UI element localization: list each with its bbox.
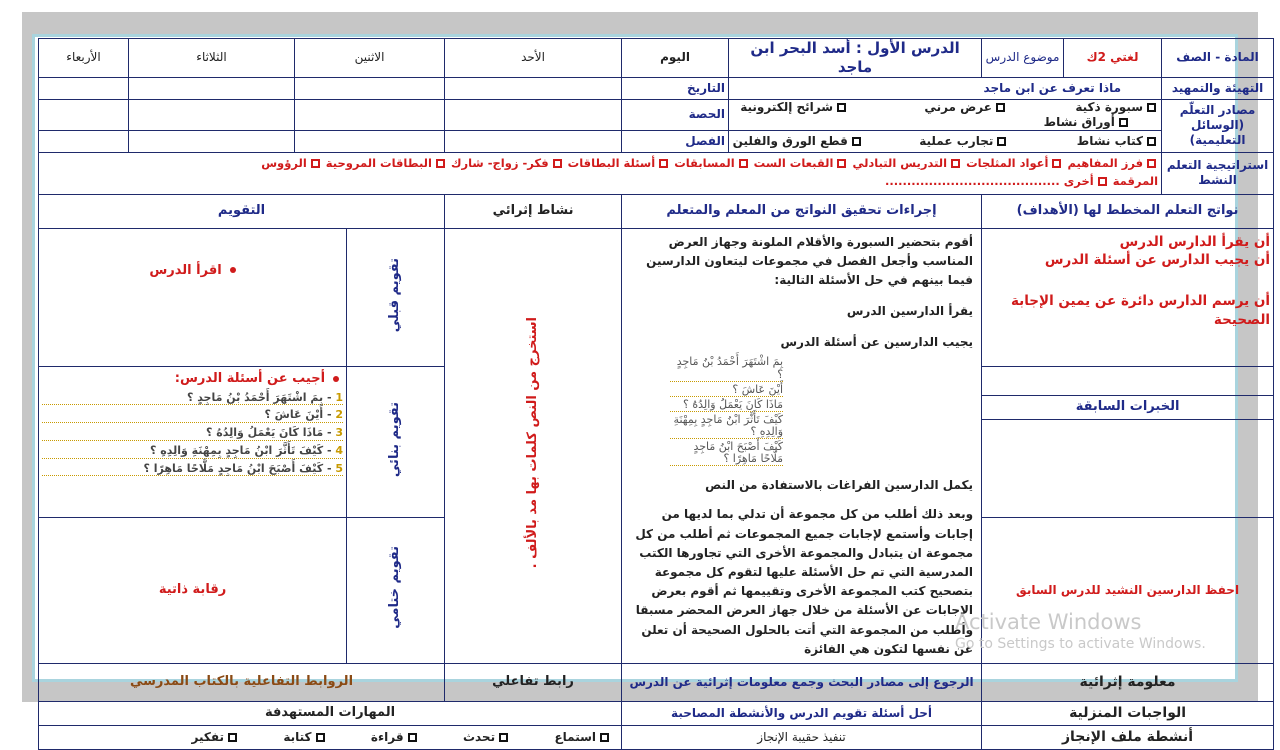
- small-question: كَيْفَ تَأَثَّرَ ابْنُ مَاجِدٍ بِمِهْنَةِ وَالِدِهِ ؟: [670, 414, 783, 439]
- enrichment-info-label: معلومة إثرائية: [982, 663, 1274, 701]
- enrichment-info-value: الرجوع إلى مصادر البحث وجمع معلومات إثرائية عن الدرس: [622, 663, 982, 701]
- resource-slides[interactable]: شرائح إلكترونية: [740, 100, 848, 114]
- pre-evaluation-value: اقرأ الدرس: [39, 228, 347, 367]
- prior-experience-value: احفظ الدارسين النشيد للدرس السابق: [982, 517, 1274, 663]
- intro-value: ماذا تعرف عن ابن ماجد: [729, 77, 1162, 99]
- strategy-reciprocal-teaching[interactable]: التدريس التبادلي: [852, 156, 962, 170]
- watermark-line2: Go to Settings to activate Windows.: [955, 636, 1206, 652]
- resources-row-2: [39, 130, 1274, 152]
- period-label: الحصة: [622, 99, 729, 130]
- intro-label: التهيئة والتمهيد: [1162, 77, 1274, 99]
- resources-row-1: [39, 99, 1274, 130]
- day-wednesday: الأربعاء: [39, 39, 129, 78]
- subject-label: المادة - الصف: [1162, 39, 1274, 78]
- day-label: اليوم: [622, 39, 729, 78]
- column-header-row: [39, 194, 1274, 228]
- objective-3: أن يرسم الدارس دائرة عن يمين الإجابة الصحيحة: [1010, 293, 1271, 329]
- resources-list-1: [729, 99, 1162, 130]
- strategy-card-questions[interactable]: أسئلة البطاقات: [568, 156, 671, 170]
- final-evaluation-label: تقويم ختامي: [347, 517, 445, 663]
- skill-thinking[interactable]: تفكير: [192, 730, 239, 744]
- checkbox-icon: [1098, 177, 1107, 186]
- checkbox-icon: [739, 159, 748, 168]
- portfolio-value: تنفيذ حقيبة الإنجاز: [622, 725, 982, 749]
- intro-row: [39, 77, 1274, 99]
- objectives-list: [982, 228, 1274, 367]
- resource-paper-cork[interactable]: قطع الورق والفلين: [733, 134, 863, 148]
- class-cell-1[interactable]: [445, 130, 622, 152]
- enrichment-header: نشاط إثرائي: [445, 194, 622, 228]
- period-cell-1[interactable]: [445, 99, 622, 130]
- strategy-six-hats[interactable]: القبعات الست: [754, 156, 849, 170]
- resources-label-line2: (الوسائل التعليمية): [1189, 118, 1246, 147]
- prior-experience-wrap: [982, 367, 1274, 518]
- strategy-competitions[interactable]: المسابقات: [674, 156, 749, 170]
- strategies-row: [39, 152, 1274, 194]
- procedures-step-3: يكمل الدارسين الفراغات بالاستفادة من النص: [705, 478, 974, 493]
- procedures-closing: وبعد ذلك أطلب من كل مجموعة أن تدلي بما لديها من إجابات وأستمع لإجابات جميع المجموعات ثم أطلب من كل مجموعة ان يتبادل والمجموعة الأخرى التي تجاورها الكتب المدرسية التي تم حل الأسئلة عليها لتقوم كل مجموعة بتصحيح كتب المجموعة الأخرى وتقييمها ثم أقوم بعرض الإجابات عن الأسئلة من خلال جهاز العرض المحضر مسبقا وأطلب من المجموعة التي أتت بالحلول الصحيحة أن تعلن عن نفسها لتكون هي الفائزة: [635, 507, 974, 656]
- strategy-concept-sorting[interactable]: فرز المفاهيم: [1067, 156, 1158, 170]
- procedures-intro: أقوم بتحضير السبورة والأقلام الملونة وجهاز العرض المناسب وأجعل الفصل في مجموعات ليتعاون الدارسين فيما بينهم في حل الأسئلة التالية:: [646, 234, 974, 287]
- procedures-header: إجراءات تحقيق النواتج من المعلم والمتعلم: [622, 194, 982, 228]
- checkbox-icon: [228, 733, 237, 742]
- procedures-body: [622, 228, 982, 663]
- final-evaluation-value: رقابة ذاتية: [39, 517, 347, 663]
- resource-smartboard[interactable]: سبورة ذكية: [1075, 100, 1158, 114]
- resources-list-2: [729, 130, 1162, 152]
- formative-question: 5 - كَيْفَ أَصْبَحَ ابْنُ مَاجِدٍ مَلَّاحًا مَاهِرًا ؟: [42, 462, 343, 477]
- resource-worksheets[interactable]: أوراق نشاط: [1044, 115, 1130, 129]
- formative-question: 3 - مَاذَا كَانَ يَعْمَلُ وَالِدُهُ ؟: [42, 426, 343, 441]
- strategy-numbered-heads[interactable]: الرؤوس: [261, 156, 322, 170]
- procedures-step-1: يقرأ الدارسين الدرس: [846, 304, 974, 319]
- day-tuesday: الثلاثاء: [129, 39, 295, 78]
- portfolio-label: أنشطة ملف الإنجاز: [982, 725, 1274, 749]
- date-cell-1[interactable]: [445, 77, 622, 99]
- body-row-1: [39, 228, 1274, 367]
- subject-value: لغتي 2ك: [1064, 39, 1162, 78]
- skill-reading[interactable]: قراءة: [371, 730, 419, 744]
- footer-row-3: [39, 725, 1274, 749]
- period-cell-3[interactable]: [129, 99, 295, 130]
- formative-question: 2 - أَيْنَ عَاشَ ؟: [42, 408, 343, 423]
- checkbox-icon: [1147, 159, 1156, 168]
- enrichment-text: استخرج من النص كلمات بها مد بالألف .: [524, 317, 540, 569]
- period-cell-4[interactable]: [39, 99, 129, 130]
- checkbox-icon: [316, 733, 325, 742]
- procedures-step-2: يجيب الدارسين عن أسئلة الدرس: [780, 335, 974, 350]
- checkbox-icon: [1052, 159, 1061, 168]
- checkbox-icon: [553, 159, 562, 168]
- prior-experience-label: الخبرات السابقة: [982, 395, 1273, 419]
- day-monday: الاثنين: [295, 39, 445, 78]
- bullet-icon: [230, 267, 236, 273]
- strategies-label: استراتيجية التعلم النشط: [1162, 152, 1274, 194]
- checkbox-icon: [951, 159, 960, 168]
- objective-2: أن يجيب الدارس عن أسئلة الدرس: [1044, 252, 1271, 269]
- class-label: الفصل: [622, 130, 729, 152]
- footer-row-1: [39, 663, 1274, 701]
- resources-label: [1162, 99, 1274, 152]
- strategy-popsicle-sticks[interactable]: أعواد المثلجات: [966, 156, 1063, 170]
- checkbox-icon: [1119, 118, 1128, 127]
- watermark-line1: Activate Windows: [955, 610, 1142, 634]
- resource-flexible-display[interactable]: عرض مرني: [924, 100, 1007, 114]
- date-cell-3[interactable]: [129, 77, 295, 99]
- interactive-link-label: رابط تفاعلي: [445, 663, 622, 701]
- checkbox-icon: [996, 103, 1005, 112]
- interactive-link-value[interactable]: الروابط التفاعلية بالكتاب المدرسي: [39, 663, 445, 701]
- checkbox-icon: [837, 103, 846, 112]
- skill-writing[interactable]: كتابة: [283, 730, 326, 744]
- checkbox-icon: [1147, 137, 1156, 146]
- date-cell-4[interactable]: [39, 77, 129, 99]
- formative-title: أجيب عن أسئلة الدرس:: [42, 371, 343, 387]
- checkbox-icon: [408, 733, 417, 742]
- checkbox-icon: [1147, 103, 1156, 112]
- checkbox-icon: [499, 733, 508, 742]
- checkbox-icon: [311, 159, 320, 168]
- pre-evaluation-label: تقويم قبلي: [347, 228, 445, 367]
- class-cell-4[interactable]: [39, 130, 129, 152]
- skill-speaking[interactable]: تحدث: [463, 730, 510, 744]
- objectives-header: نواتج التعلم المخطط لها (الأهداف): [982, 194, 1274, 228]
- topic-label: موضوع الدرس: [982, 39, 1064, 78]
- skills-label: المهارات المستهدفة: [39, 701, 622, 725]
- period-cell-2[interactable]: [295, 99, 445, 130]
- small-question: كَيْفَ أَصْبَحَ ابْنُ مَاجِدٍ مَلَّاحًا مَاهِرًا ؟: [670, 441, 783, 466]
- checkbox-icon: [852, 137, 861, 146]
- enrichment-cell: [445, 228, 622, 663]
- date-label: التاريخ: [622, 77, 729, 99]
- date-cell-2[interactable]: [295, 77, 445, 99]
- activate-windows-watermark: [955, 610, 1206, 652]
- formative-evaluation-label: تقويم بنائي: [347, 367, 445, 518]
- homework-label: الواجبات المنزلية: [982, 701, 1274, 725]
- footer-row-2: [39, 701, 1274, 725]
- objective-1: أن يقرأ الدارس الدرس: [1119, 233, 1271, 250]
- formative-evaluation-value: [39, 367, 347, 518]
- formative-question: 4 - كَيْفَ تَأَثَّرَ ابْنُ مَاجِدٍ بِمِهْنَةِ وَالِدِهِ ؟: [42, 444, 343, 459]
- checkbox-icon: [600, 733, 609, 742]
- strategy-other[interactable]: أخرى ........................................: [885, 174, 1109, 188]
- strategies-list: [39, 152, 1162, 194]
- procedures-questions: [630, 356, 973, 466]
- strategy-fan-cards[interactable]: البطاقات المروحية: [326, 156, 447, 170]
- day-sunday: الأحد: [445, 39, 622, 78]
- checkbox-icon: [997, 137, 1006, 146]
- small-question: بِمَ اشْتَهَرَ أَحْمَدُ بْنُ مَاجِدٍ ؟: [670, 356, 783, 381]
- checkbox-icon: [659, 159, 668, 168]
- small-question: أَيْنَ عَاشَ ؟: [670, 384, 783, 397]
- formative-question: 1 - بِمَ اشْتَهَرَ أَحْمَدُ بْنُ مَاجِدٍ ؟: [42, 391, 343, 406]
- checkbox-icon: [837, 159, 846, 168]
- strategy-numbered-heads-cont: المرقمة: [1112, 174, 1159, 188]
- bullet-icon: [333, 376, 339, 382]
- resources-label-line1: مصادر التعلّم: [1179, 103, 1256, 117]
- checkbox-icon: [436, 159, 445, 168]
- skill-listening[interactable]: استماع: [554, 730, 611, 744]
- skills-list: [39, 725, 622, 749]
- homework-value: أحل أسئلة تقويم الدرس والأنشطة المصاحبة: [622, 701, 982, 725]
- resource-activity-book[interactable]: كتاب نشاط: [1077, 134, 1158, 148]
- lesson-title: الدرس الأول : أسد البحر ابن ماجد: [729, 39, 982, 78]
- class-cell-3[interactable]: [129, 130, 295, 152]
- strategy-think-pair-share[interactable]: فكر- زواج- شارك: [451, 156, 564, 170]
- class-cell-2[interactable]: [295, 130, 445, 152]
- header-row: [39, 39, 1274, 78]
- resource-experiments[interactable]: تجارب عملية: [919, 134, 1008, 148]
- evaluation-header: التقويم: [39, 194, 445, 228]
- small-question: مَاذَا كَانَ يَعْمَلُ وَالِدُهُ ؟: [670, 399, 783, 412]
- lesson-plan-sheet: [38, 38, 1271, 745]
